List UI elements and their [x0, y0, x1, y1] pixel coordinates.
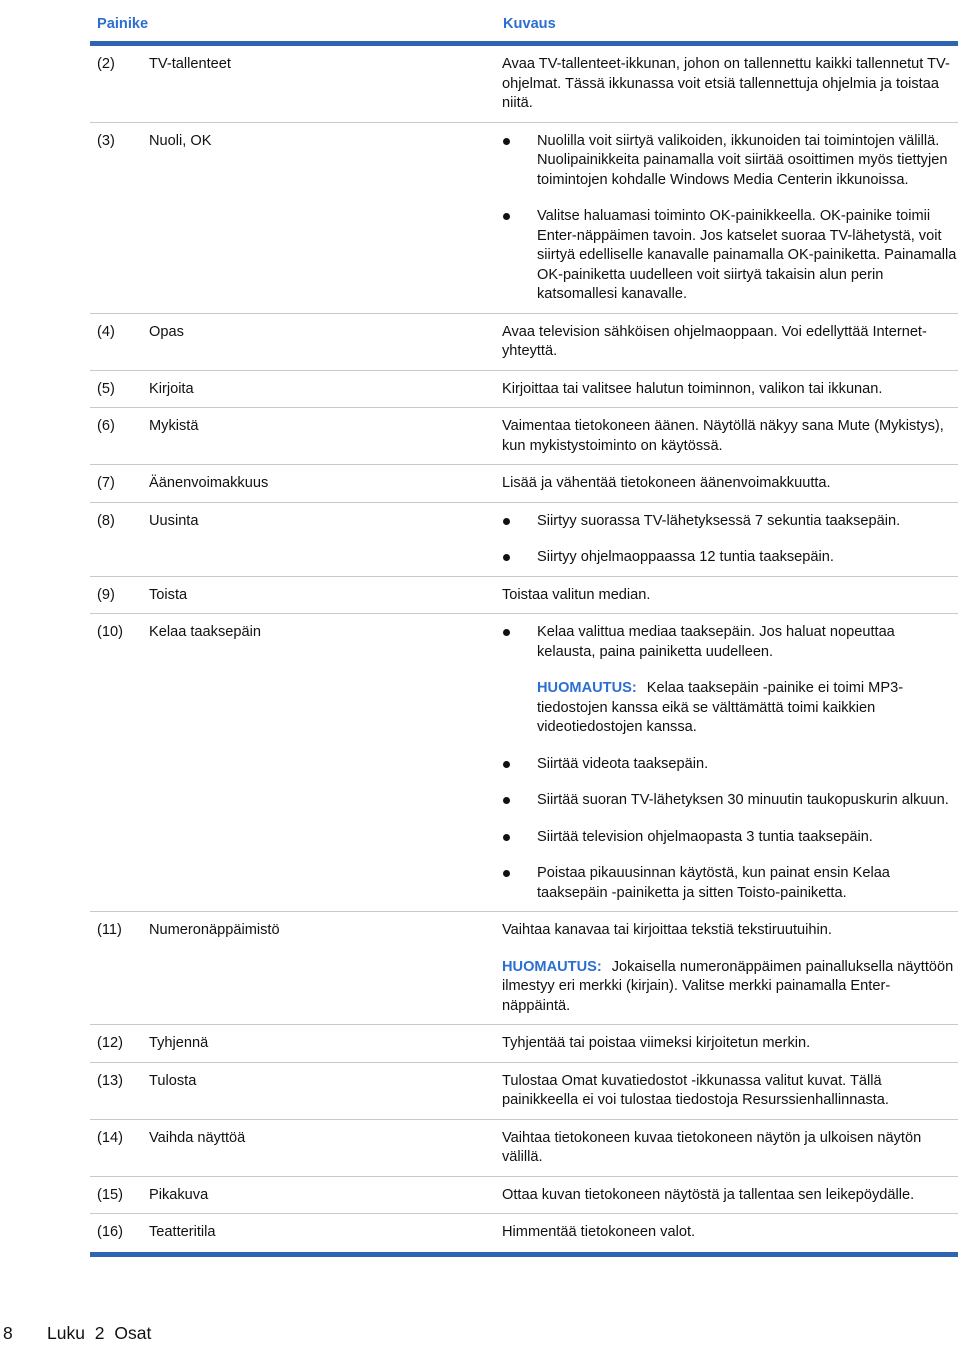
button-description	[496, 586, 957, 606]
bullet-text: Siirtää television ohjelmaopasta 3 tuntia taaksepäin.	[537, 828, 873, 845]
bullet-icon	[503, 834, 510, 841]
table-row	[90, 408, 958, 465]
button-name: Tulosta	[149, 1072, 197, 1089]
table-row	[90, 1177, 958, 1215]
note	[502, 679, 957, 738]
bullet-item	[502, 755, 957, 775]
bullet-text: Siirtää suoran TV-lähetyksen 30 minuutin taukopuskurin alkuun.	[537, 792, 949, 808]
button-number: (2)	[97, 56, 115, 72]
bullet-item	[502, 132, 957, 191]
description-text: Avaa TV-tallenteet-ikkunan, johon on tallennettu kaikki tallennetut TV-ohjelmat. Tässä ikkunassa voit etsiä tallennettuja ohjelmia ja toistaa niitä.	[502, 56, 950, 111]
button-name: Pikakuva	[149, 1186, 209, 1203]
bullet-item	[502, 791, 957, 811]
button-number: (3)	[97, 132, 115, 149]
button-description	[496, 1223, 957, 1243]
table-row	[90, 1214, 958, 1257]
button-number: (13)	[97, 1072, 123, 1089]
bullet-item	[502, 828, 957, 848]
bullet-list	[502, 623, 957, 662]
bullet-text: Nuolilla voit siirtyä valikoiden, ikkunoiden tai toimintojen välillä. Nuolipainikkeita painamalla voit siirtää osoittimen myös tiettyjen toimintojen kohdalle Windows Media Centerin ikkunoissa.	[537, 132, 948, 188]
bullet-icon	[503, 761, 510, 768]
button-number: (7)	[97, 475, 115, 491]
button-number: (5)	[97, 380, 115, 397]
table-row	[90, 1025, 958, 1063]
button-name: Opas	[149, 323, 184, 340]
button-description	[496, 132, 957, 305]
button-description	[496, 55, 957, 114]
button-description-table	[90, 0, 958, 1257]
button-description	[496, 1072, 957, 1111]
bullet-icon	[503, 870, 510, 877]
bullet-item	[502, 207, 957, 305]
description-text: Ottaa kuvan tietokoneen näytöstä ja tallentaa sen leikepöydälle.	[502, 1186, 915, 1203]
bullet-list	[502, 132, 957, 305]
description-text: Kirjoittaa tai valitsee halutun toiminnon, valikon tai ikkunan.	[502, 380, 883, 397]
bullet-icon	[503, 629, 510, 636]
bullet-text: Siirtyy ohjelmaoppaassa 12 tuntia taaksepäin.	[537, 549, 834, 565]
button-description	[496, 921, 957, 1016]
note-label: HUOMAUTUS:	[537, 680, 637, 696]
description-text: Vaihtaa tietokoneen kuvaa tietokoneen näytön ja ulkoisen näytön välillä.	[502, 1129, 922, 1165]
page-number: 8	[3, 1323, 13, 1343]
description-text: Vaihtaa kanavaa tai kirjoittaa tekstiä tekstiruutuihin.	[502, 922, 832, 938]
table-row	[90, 465, 958, 503]
bullet-item	[502, 512, 957, 532]
chapter-title: Luku 2 Osat	[47, 1323, 152, 1343]
button-description	[496, 1129, 957, 1168]
button-name: Uusinta	[149, 512, 199, 529]
bullet-text: Poistaa pikauusinnan käytöstä, kun painat ensin Kelaa taaksepäin -painiketta ja sitten Toisto-painiketta.	[537, 865, 890, 901]
description-text: Tulostaa Omat kuvatiedostot -ikkunassa valitut kuvat. Tällä painikkeella ei voi tulostaa tiedostoja Resurssienhallinnasta.	[502, 1072, 889, 1108]
table-header	[90, 0, 958, 46]
table-row	[90, 614, 958, 912]
description-text: Himmentää tietokoneen valot.	[502, 1224, 696, 1240]
note-label: HUOMAUTUS:	[502, 958, 602, 975]
button-name: Teatteritila	[149, 1224, 216, 1240]
bullet-icon	[503, 213, 510, 220]
button-name: Kelaa taaksepäin	[149, 624, 261, 640]
button-name: Tyhjennä	[149, 1035, 209, 1051]
button-name: Nuoli, OK	[149, 132, 212, 149]
bullet-text: Siirtää videota taaksepäin.	[537, 755, 709, 772]
description-text: Vaimentaa tietokoneen äänen. Näytöllä näkyy sana Mute (Mykistys), kun mykistystoiminto on käytössä.	[502, 418, 944, 454]
description-text: Toistaa valitun median.	[502, 586, 651, 603]
button-name: Kirjoita	[149, 380, 194, 397]
button-number: (9)	[97, 586, 115, 603]
button-name: Toista	[149, 586, 188, 603]
button-name: Äänenvoimakkuus	[149, 475, 269, 491]
description-text: Avaa television sähköisen ohjelmaoppaan. Voi edellyttää Internet-yhteyttä.	[502, 323, 927, 359]
button-number: (11)	[97, 922, 122, 938]
table-row	[90, 503, 958, 577]
button-description	[496, 474, 957, 494]
button-number: (16)	[97, 1224, 123, 1240]
bullet-list	[502, 755, 957, 904]
button-number: (15)	[97, 1186, 123, 1203]
button-number: (8)	[97, 512, 115, 529]
bullet-icon	[503, 554, 510, 561]
bullet-item	[502, 864, 957, 903]
header-description-column: Kuvaus	[503, 16, 556, 32]
button-number: (6)	[97, 418, 115, 434]
table-row	[90, 912, 958, 1025]
table-row	[90, 314, 958, 371]
button-name: Vaihda näyttöä	[149, 1129, 246, 1146]
button-name: Mykistä	[149, 418, 199, 434]
bullet-text: Siirtyy suorassa TV-lähetyksessä 7 sekuntia taaksepäin.	[537, 512, 901, 529]
button-description	[496, 417, 957, 456]
button-description	[496, 623, 957, 903]
table-row	[90, 46, 958, 123]
bullet-text: Kelaa valittua mediaa taaksepäin. Jos haluat nopeuttaa kelausta, paina painiketta uudelleen.	[537, 624, 895, 660]
description-text: Tyhjentää tai poistaa viimeksi kirjoitetun merkin.	[502, 1035, 811, 1051]
bullet-item	[502, 623, 957, 662]
bullet-icon	[503, 797, 510, 804]
note	[502, 958, 957, 1017]
button-number: (10)	[97, 624, 123, 640]
table-row	[90, 1063, 958, 1120]
note-text: Jokaisella numeronäppäimen painalluksella näyttöön ilmestyy eri merkki (kirjain). Valitse merkki painamalla Enter-näppäintä.	[502, 958, 954, 1014]
description-text: Lisää ja vähentää tietokoneen äänenvoimakkuutta.	[502, 475, 831, 491]
bullet-list	[502, 512, 957, 568]
table-row	[90, 371, 958, 409]
button-description	[496, 380, 957, 400]
button-name: TV-tallenteet	[149, 56, 231, 72]
table-row	[90, 577, 958, 615]
bullet-item	[502, 548, 957, 568]
table-row	[90, 1120, 958, 1177]
button-number: (4)	[97, 323, 115, 340]
bullet-text: Valitse haluamasi toiminto OK-painikkeella. OK-painike toimii Enter-näppäimen tavoin. Jos katselet suoraa TV-lähetystä, voit siirtyä edelliselle kanavalle painamalla OK-painiketta. Painamalla OK-painiketta uudelleen voit siirtyä takaisin alun perin katsomallesi kanavalle.	[537, 208, 957, 302]
button-description	[496, 1186, 957, 1206]
note-text: Kelaa taaksepäin -painike ei toimi MP3-tiedostojen kanssa eikä se välttämättä toimi kaikkien videotiedostojen kanssa.	[537, 680, 904, 735]
bullet-icon	[503, 138, 510, 145]
bullet-icon	[503, 518, 510, 525]
button-description	[496, 512, 957, 568]
button-number: (14)	[97, 1129, 123, 1146]
button-description	[496, 323, 957, 362]
header-button-column: Painike	[97, 16, 149, 32]
table-row	[90, 123, 958, 314]
table-body	[90, 46, 958, 1257]
button-description	[496, 1034, 957, 1054]
button-name: Numeronäppäimistö	[149, 922, 280, 938]
button-number: (12)	[97, 1035, 123, 1051]
